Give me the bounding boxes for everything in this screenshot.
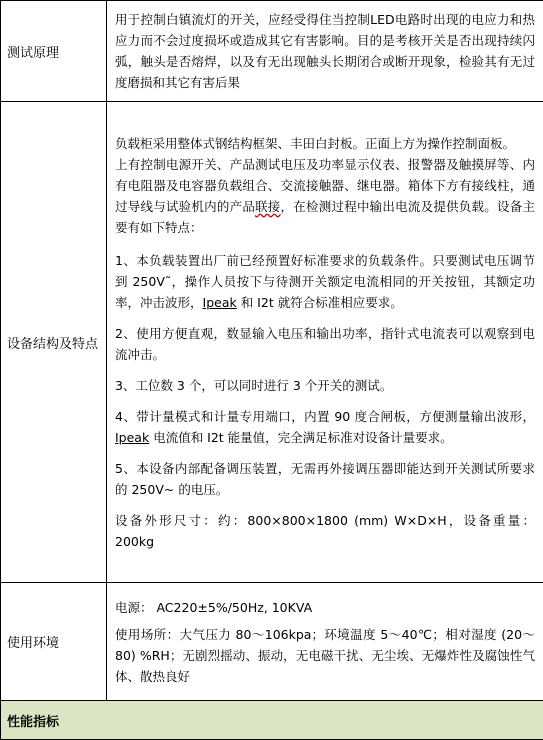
ipeak-term: Ipeak — [115, 430, 149, 445]
label-structure-features: 设备结构及特点 — [1, 102, 107, 583]
structure-features-content — [107, 102, 543, 583]
feature-item-1-tail: 和 I2t 就符合标准相应要求。 — [237, 295, 403, 310]
row-structure-features — [1, 102, 543, 583]
feature-item-2: 2、使用方便直观，数显输入电压和输出功率，指针式电流表可以观察到电流冲击。 — [115, 323, 535, 365]
structure-intro-1: 负载柜采用整体式钢结构框架、丰田白封板。正面上方为操作控制面板。 — [115, 133, 535, 154]
feature-item-4-text: 4、带计量模式和计量专用端口，内置 90 度合闸板，方便测量输出波形， — [115, 409, 535, 424]
structure-intro-2a: 上有控制电源开关、产品测试电压及功率显示仪表、报警器及触摸屏等、内有电阻器及电容器负载组合、交流接触器、继电器。箱体下方有接线柱，通过导线与试验机内的产品 — [115, 157, 535, 214]
structure-intro-2 — [115, 154, 535, 238]
power-spec: 电源： AC220±5%/50Hz, 10KVA — [115, 597, 535, 618]
label-performance: 性能指标 — [1, 701, 543, 740]
row-performance — [1, 701, 543, 740]
structure-intro-2b: ，在检测过程中输出电流及提供负载。设备主要有如下特点： — [115, 199, 535, 235]
row-environment — [1, 583, 543, 701]
feature-item-1 — [115, 250, 535, 313]
feature-item-3: 3、工位数 3 个，可以同时进行 3 个开关的测试。 — [115, 375, 535, 396]
ipeak-term: Ipeak — [203, 295, 237, 310]
feature-item-5: 5、本设备内部配备调压装置，无需再外接调压器即能达到开关测试所要求的 250V~ 的电压。 — [115, 458, 535, 500]
row-test-principle — [1, 1, 543, 102]
feature-item-1-text: 1、本负载装置出厂前已经预置好标准要求的负载条件。只要测试电压调节到 250V˜，操作人员按下与待测开关额定电流相同的开关按钮，其额定功率，冲击波形， — [115, 253, 535, 310]
label-test-principle: 测试原理 — [1, 1, 107, 102]
label-environment: 使用环境 — [1, 583, 107, 701]
environment-content — [107, 583, 543, 701]
equipment-dimensions: 设备外形尺寸：约：800×800×1800 (mm) W×D×H，设备重量：200kg — [115, 510, 535, 552]
feature-item-4-tail: 电流值和 I2t 能量值，完全满足标准对设备计量要求。 — [149, 430, 452, 445]
feature-item-4 — [115, 406, 535, 448]
test-principle-text: 用于控制白镇流灯的开关，应经受得住当控制LED电路时出现的电应力和热应力而不会过度损坏或造成其它有害影响。目的是考核开关是否出现持续闪弧，触头是否熔焊，以及有无出现触头长期闭合或断开现象，检验其有无过度磨损和其它有害后果 — [107, 1, 543, 102]
link-word: 联接 — [255, 199, 280, 214]
usage-site: 使用场所：大气压力 80～106kpa；环境温度 5～40℃；相对湿度 (20～80) %RH；无剧烈摇动、振动，无电磁干扰、无尘埃、无爆炸性及腐蚀性气体、散热良好 — [115, 624, 535, 687]
